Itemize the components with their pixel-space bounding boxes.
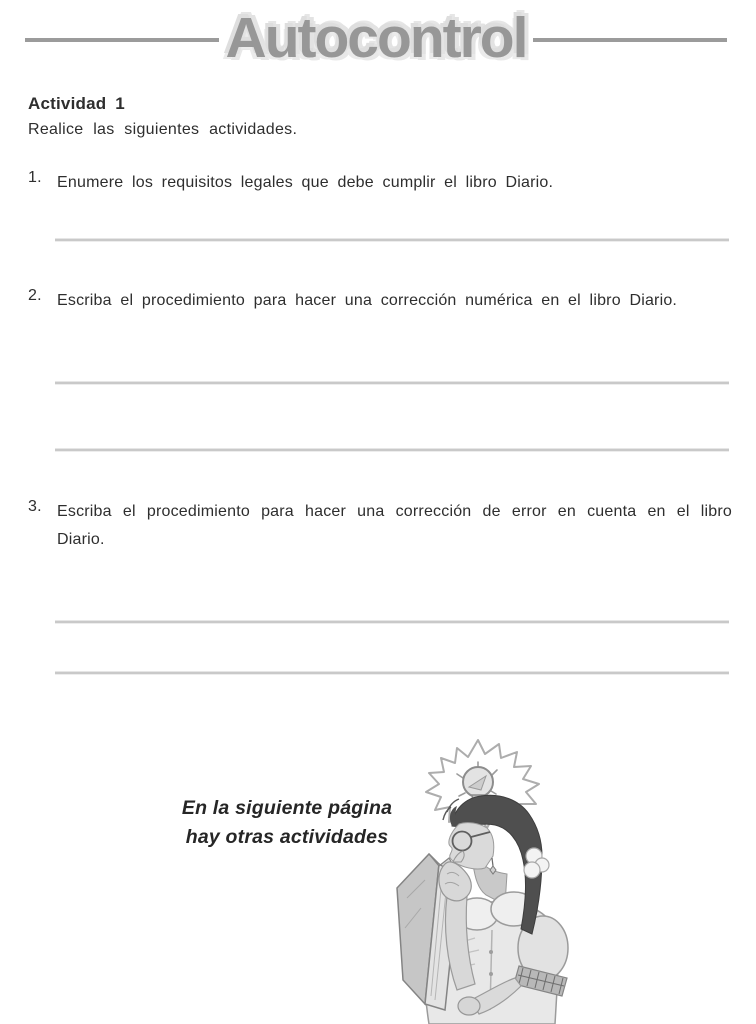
item-number: 2. xyxy=(28,287,42,304)
answer-line xyxy=(55,382,729,384)
next-page-note xyxy=(137,794,437,852)
answer-line xyxy=(55,621,729,623)
student-right-hand xyxy=(458,997,480,1015)
activity-heading: Actividad 1 xyxy=(28,94,125,113)
item-number: 1. xyxy=(28,169,42,186)
title-rule-left xyxy=(25,38,219,42)
hair-scrunchie xyxy=(524,848,549,878)
note-line-1: En la siguiente página xyxy=(181,797,393,819)
student-thinking-illustration xyxy=(395,738,580,1024)
answer-line xyxy=(55,672,729,674)
title-band xyxy=(25,6,727,70)
earring xyxy=(490,858,496,874)
activity-item-3 xyxy=(28,498,732,554)
item-text: Escriba el procedimiento para hacer una corrección numérica en el libro Diario. xyxy=(57,292,678,309)
activity-intro: Realice las siguientes actividades. xyxy=(28,121,298,138)
page-title: Autocontrol xyxy=(225,6,527,70)
title-rule-right xyxy=(533,38,727,42)
answer-line xyxy=(55,239,729,241)
answer-line xyxy=(55,449,729,451)
item-number: 3. xyxy=(28,498,42,515)
item-text: Escriba el procedimiento para hacer una corrección de error en cuenta en el libro Diario. xyxy=(57,503,732,548)
note-line-2: hay otras actividades xyxy=(185,826,389,848)
activity-item-1 xyxy=(28,169,732,197)
item-text: Enumere los requisitos legales que debe cumplir el libro Diario. xyxy=(57,174,554,191)
activity-item-2 xyxy=(28,287,732,315)
